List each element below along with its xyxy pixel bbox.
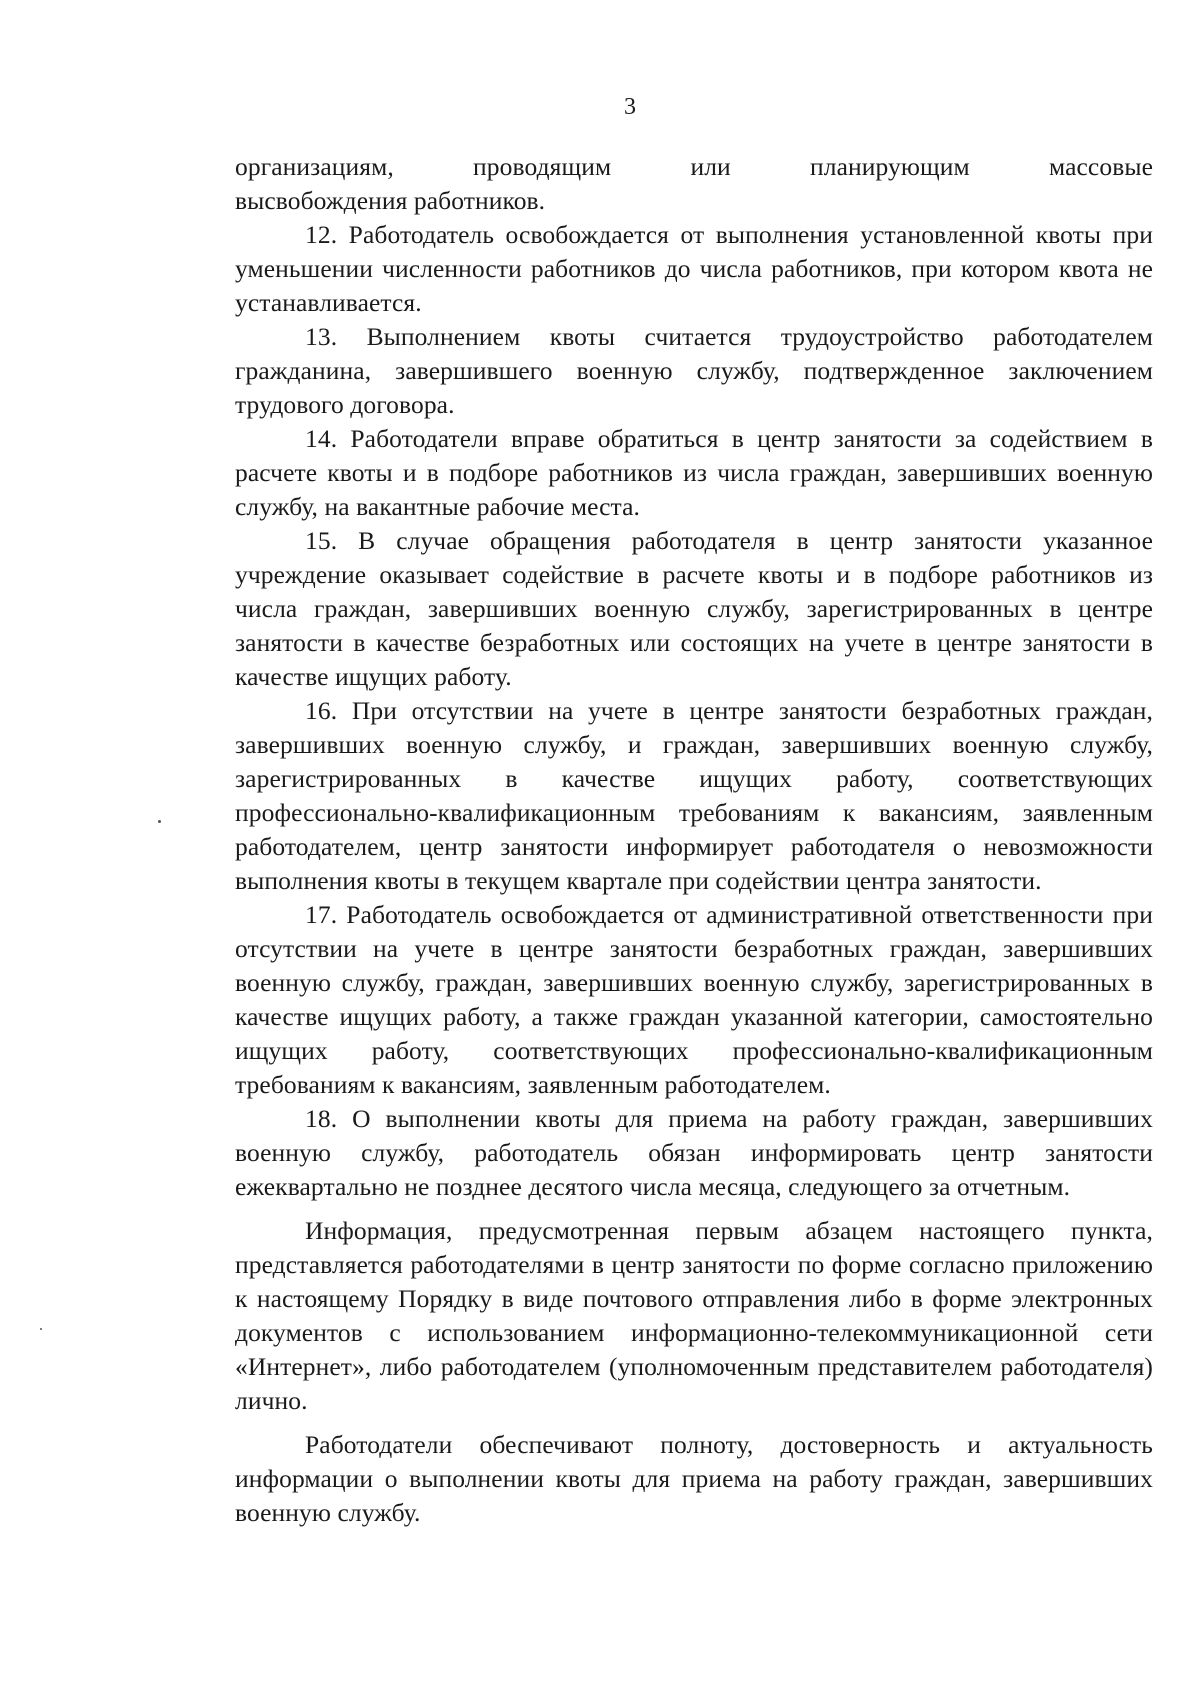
paragraph-item-14: 14. Работодатели вправе обратиться в центр занятости за содействием в расчете квоты и в подборе работников из числа граждан, завершивших военную службу, на вакантные рабочие места. [235, 424, 1153, 521]
document-body [235, 150, 1153, 1530]
paragraph-item-16: 16. При отсутствии на учете в центре занятости безработных граждан, завершивших военную службу, и граждан, завершивших военную службу, зарегистрированных в качестве ищущих работу, соответствующих профессионально-квалификационным требованиям к вакансиям, заявленным работодателем, центр занятости информирует работодателя о невозможности выполнения квоты в текущем квартале при содействии центра занятости. [235, 696, 1153, 895]
paragraph-item-18: 18. О выполнении квоты для приема на работу граждан, завершивших военную службу, работодатель обязан информировать центр занятости ежеквартально не позднее десятого числа месяца, следующего за отчетным. [235, 1104, 1153, 1201]
scan-speck [40, 1328, 42, 1330]
paragraph-item-18-info: Информация, предусмотренная первым абзацем настоящего пункта, представляется работодателями в центр занятости по форме согласно приложению к настоящему Порядку в виде почтового отправления либо в форме электронных документов с использованием информационно-телекоммуникационной сети «Интернет», либо работодателем (уполномоченным представителем работодателя) лично. [235, 1216, 1153, 1415]
page-number: 3 [624, 94, 636, 120]
paragraph-continuation-line1: организациям, проводящим или планирующим массовые [235, 152, 1153, 181]
paragraph-item-17: 17. Работодатель освобождается от административной ответственности при отсутствии на учете в центре занятости безработных граждан, завершивших военную службу, граждан, завершивших военную службу, зарегистрированных в качестве ищущих работу, а также граждан указанной категории, самостоятельно ищущих работу, соответствующих профессионально-квалификационным требованиям к вакансиям, заявленным работодателем. [235, 900, 1153, 1099]
paragraph-item-13: 13. Выполнением квоты считается трудоустройство работодателем гражданина, завершившего военную службу, подтвержденное заключением трудового договора. [235, 322, 1153, 419]
scan-speck [158, 820, 161, 823]
paragraph-continuation-line2: высвобождения работников. [235, 186, 546, 215]
paragraph-item-18-completeness: Работодатели обеспечивают полноту, достоверность и актуальность информации о выполнении квоты для приема на работу граждан, завершивших военную службу. [235, 1430, 1153, 1527]
paragraph-item-12: 12. Работодатель освобождается от выполнения установленной квоты при уменьшении численности работников до числа работников, при котором квота не устанавливается. [235, 220, 1153, 317]
paragraph-item-15: 15. В случае обращения работодателя в центр занятости указанное учреждение оказывает содействие в расчете квоты и в подборе работников из числа граждан, завершивших военную службу, зарегистрированных в центре занятости в качестве безработных или состоящих на учете в центре занятости в качестве ищущих работу. [235, 526, 1153, 691]
